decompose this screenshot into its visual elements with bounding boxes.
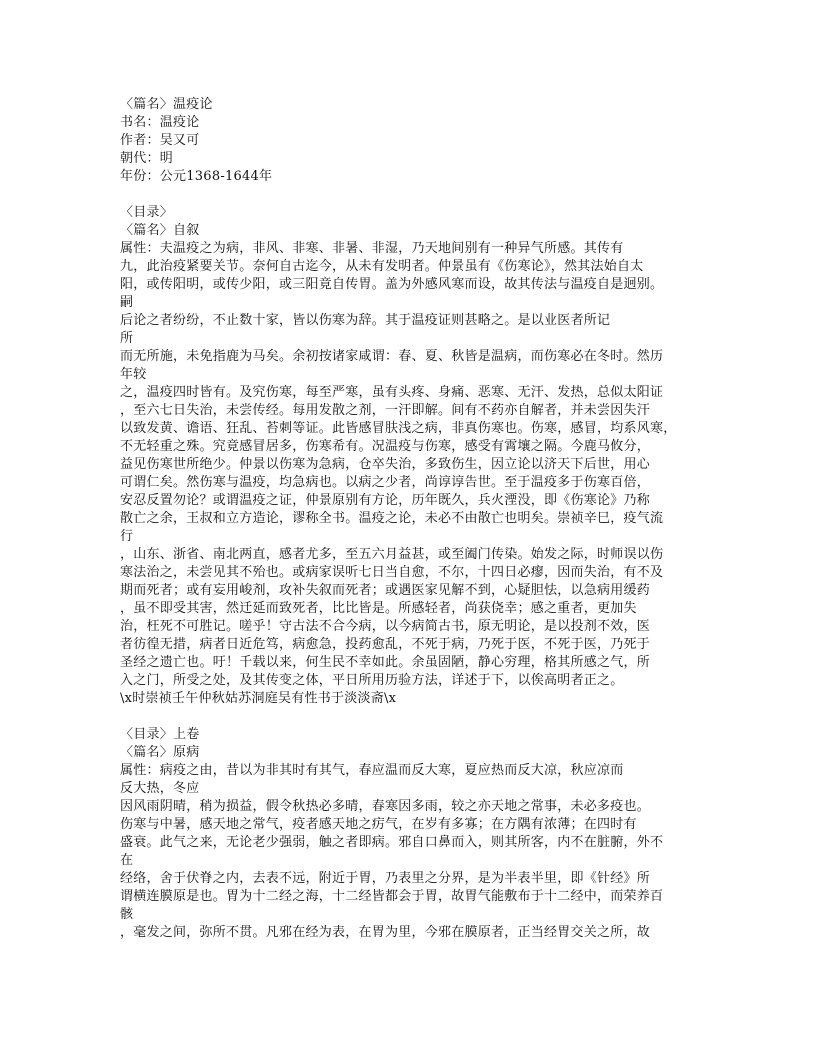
- text-line: 阳，或传阳明，或传少阳，或三阳竟自传胃。盖为外感风寒而设，故其传法与温疫自是迥别。: [120, 277, 664, 292]
- text-line: 安忍反置勿论？或谓温疫之证，仲景原别有方论，历年既久，兵火湮没，即《伤寒论》乃称: [120, 493, 651, 508]
- text-line: 〈篇名〉自叙: [120, 223, 200, 238]
- text-line: 骸: [120, 907, 134, 922]
- text-line: 年较: [120, 367, 147, 382]
- text-line: 不无轻重之殊。究竟感冒居多，伤寒希有。况温疫与伤寒，感受有霄壤之隔。今鹿马攸分，: [120, 439, 651, 454]
- text-line: ，至六七日失治，未尝传经。每用发散之剂，一汗即解。间有不药亦自解者，并未尝因失汗: [120, 403, 651, 418]
- text-line: 伤寒与中暑，感天地之常气，疫者感天地之疠气，在岁有多寡；在方隅有浓薄；在四时有: [120, 817, 637, 832]
- text-line: 朝代：明: [120, 151, 174, 166]
- text-line: 〈篇名〉温疫论: [120, 97, 213, 112]
- text-line: 盛衰。此气之来，无论老少强弱，触之者即病。邪自口鼻而入，则其所客，内不在脏腑，外不: [120, 835, 664, 850]
- text-line: 在: [120, 853, 134, 868]
- text-line: ，山东、浙省、南北两直，感者尤多，至五六月益甚，或至阖门传染。始发之际，时师误以伤: [120, 547, 664, 562]
- text-line: 圣经之遗亡也。吁！千载以来，何生民不幸如此。余虽固陋，静心穷理，格其所感之气，所: [120, 655, 651, 670]
- text-line: 因风雨阴晴，稍为损益，假令秋热必多晴，春寒因多雨，较之亦天地之常事，未必多疫也。: [120, 799, 651, 814]
- text-line: 而无所施，未免指鹿为马矣。余初按诸家咸谓：春、夏、秋皆是温病，而伤寒必在冬时。然历: [120, 349, 664, 364]
- text-line: 治，枉死不可胜记。嗟乎！守古法不合今病，以今病简古书，原无明论，是以投剂不效，医: [120, 619, 651, 634]
- text-line: 九，此治疫紧要关节。奈何自古迄今，从未有发明者。仲景虽有《伤寒论》，然其法始自太: [120, 259, 644, 274]
- text-line: 可谓仁矣。然伤寒与温疫，均急病也。以病之少者，尚谆谆告世。至于温疫多于伤寒百倍，: [120, 475, 651, 490]
- text-line: 〈目录〉上卷: [120, 727, 200, 742]
- text-line: ，虽不即受其害，然迁延而致死者，比比皆是。所感轻者，尚获侥幸；感之重者，更加失: [120, 601, 637, 616]
- text-line: 入之门，所受之处，及其传变之体，平日所用历验方法，详述于下，以俟高明者正之。: [120, 673, 624, 688]
- text-line: 经络，舍于伏脊之内，去表不远，附近于胃，乃表里之分界，是为半表半里，即《针经》所: [120, 871, 651, 886]
- text-line: 益见伤寒世所绝少。仲景以伤寒为急病，仓卒失治，多致伤生，因立论以济天下后世，用心: [120, 457, 651, 472]
- text-line: 以致发黄、谵语、狂乱、苔刺等证。此皆感冒肤浅之病，非真伤寒也。伤寒，感冒，均系风寒，: [120, 421, 677, 436]
- text-line: 属性：夫温疫之为病，非风、非寒、非暑、非湿，乃天地间别有一种异气所感。其传有: [120, 241, 624, 256]
- text-line: 属性：病疫之由，昔以为非其时有其气，春应温而反大寒，夏应热而反大凉，秋应凉而: [120, 763, 624, 778]
- text-line: ，毫发之间，弥所不贯。凡邪在经为表，在胃为里，今邪在膜原者，正当经胃交关之所，故: [120, 925, 651, 940]
- blank-line: [120, 708, 696, 726]
- text-line: 书名：温疫论: [120, 115, 200, 130]
- text-line: \x时崇祯壬午仲秋姑苏洞庭吴有性书于淡淡斋\x: [120, 691, 397, 706]
- text-line: 寒法治之，未尝见其不殆也。或病家误听七日当自愈，不尔，十四日必瘳，因而失治，有不及: [120, 565, 664, 580]
- text-line: 行: [120, 529, 134, 544]
- text-line: 〈目录〉: [120, 205, 174, 220]
- text-line: 谓横连膜原是也。胃为十二经之海，十二经皆都会于胃，故胃气能敷布于十二经中，而荣养百: [120, 889, 664, 904]
- text-line: 期而死者；或有妄用峻剂，攻补失叙而死者；或遇医家见解不到，心疑胆怯，以急病用缓药: [120, 583, 651, 598]
- text-line: 嗣: [120, 295, 134, 310]
- text-line: 后论之者纷纷，不止数十家，皆以伤寒为辞。其于温疫证则甚略之。是以业医者所记: [120, 313, 611, 328]
- text-line: 之，温疫四时皆有。及究伤寒，每至严寒，虽有头疼、身痛、恶寒、无汗、发热，总似太阳证: [120, 385, 664, 400]
- text-line: 者彷徨无措，病者日近危笃，病愈急，投药愈乱，不死于病，乃死于医，不死于医，乃死于: [120, 637, 651, 652]
- text-line: 散亡之余，王叔和立方造论，谬称全书。温疫之论，未必不由散亡也明矣。崇祯辛巳，疫气流: [120, 511, 664, 526]
- document-page: [120, 96, 696, 942]
- text-line: 反大热，冬应: [120, 781, 200, 796]
- text-line: 所: [120, 331, 134, 346]
- blank-line: [120, 186, 696, 204]
- text-line: 年份：公元1368-1644年: [120, 169, 273, 184]
- text-line: 〈篇名〉原病: [120, 745, 200, 760]
- text-line: 作者：吴又可: [120, 133, 200, 148]
